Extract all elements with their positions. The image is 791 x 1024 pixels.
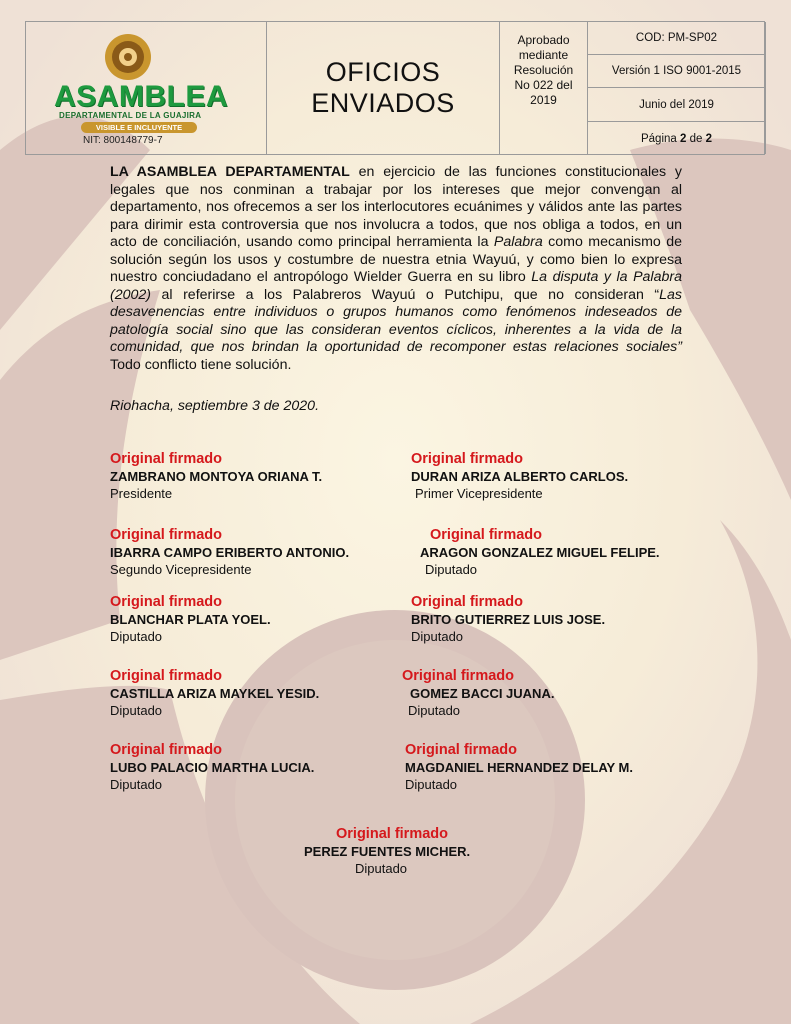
- signer-name: GOMEZ BACCI JUANA.: [410, 686, 555, 701]
- approval-line: mediante: [518, 48, 569, 62]
- signer-role: Diputado: [411, 629, 464, 644]
- signer-name: IBARRA CAMPO ERIBERTO ANTONIO.: [110, 545, 350, 560]
- signed-label: Original firmado: [430, 527, 542, 543]
- paragraph-lead: LA ASAMBLEA DEPARTAMENTAL: [110, 164, 350, 180]
- approval-line: Aprobado: [517, 33, 570, 47]
- signature-block: [411, 451, 628, 502]
- page-number: [588, 122, 765, 155]
- signed-label: Original firmado: [110, 451, 222, 467]
- signer-role: Diputado: [110, 703, 163, 718]
- signature-block: [110, 594, 271, 645]
- title-line-2: ENVIADOS: [311, 88, 455, 118]
- logo-wordmark: ASAMBLEA: [54, 80, 228, 113]
- signer-role: Diputado: [425, 562, 478, 577]
- signer-role: Presidente: [110, 486, 173, 501]
- signed-label: Original firmado: [336, 826, 448, 842]
- signer-role: Diputado: [405, 777, 458, 792]
- logo-badge: VISIBLE E INCLUYENTE: [81, 122, 197, 133]
- page-prefix: Página: [640, 132, 680, 145]
- signer-name: MAGDANIEL HERNANDEZ DELAY M.: [405, 760, 634, 775]
- paragraph-text: al referirse a los Palabreros Wayuú o Putchipu, que no consideran “: [151, 286, 660, 303]
- signed-label: Original firmado: [402, 668, 514, 684]
- signer-role: Segundo Vicepresidente: [110, 562, 252, 577]
- signer-role: Diputado: [110, 629, 163, 644]
- signer-role: Diputado: [408, 703, 461, 718]
- quotation: Las desavenencias entre individuos o grupos humanos como fenómenos indeseados de patología social sino que las consideran eventos cíclicos, inherentes a la vida de la comunidad, que nos brindan la oportunidad de recomponer estas relaciones sociales”: [110, 286, 682, 355]
- signer-name: CASTILLA ARIZA MAYKEL YESID.: [110, 686, 320, 701]
- signer-role: Primer Vicepresidente: [415, 486, 543, 501]
- body-content: [110, 164, 682, 374]
- signature-block: [402, 668, 554, 719]
- doc-code: COD: PM-SP02: [588, 22, 765, 55]
- doc-date: Junio del 2019: [588, 88, 765, 122]
- doc-version: Versión 1 ISO 9001-2015: [588, 55, 765, 88]
- signature-block: [110, 742, 314, 793]
- signed-label: Original firmado: [110, 527, 222, 543]
- page-total: 2: [705, 132, 712, 145]
- signature-block: [420, 527, 660, 578]
- signer-role: Diputado: [355, 861, 408, 876]
- paragraph-text: en ejercicio de las funciones constitucionales y legales que nos conminan a trabajar por los intereses que mejor convengan al departamento, nos ofrecemos a ser los interlocutores ecuánimes y válidos ante las partes para dirimir esta controversia que nos involucra a todos, que nos obliga a todos, en un acto de conciliación, usando como principal herramienta la: [110, 164, 682, 250]
- signature-block: [405, 742, 633, 793]
- signer-name: PEREZ FUENTES MICHER.: [304, 844, 471, 859]
- approval-line: 2019: [530, 93, 557, 107]
- signer-name: BRITO GUTIERREZ LUIS JOSE.: [411, 612, 606, 627]
- signer-role: Diputado: [110, 777, 163, 792]
- logo-subtitle: DEPARTAMENTAL DE LA GUAJIRA: [59, 111, 202, 120]
- paragraph-text: Todo conflicto tiene solución.: [110, 356, 292, 373]
- signed-label: Original firmado: [411, 451, 523, 467]
- title-line-1: OFICIOS: [325, 57, 441, 87]
- signed-label: Original firmado: [110, 742, 222, 758]
- signature-block: [110, 527, 349, 578]
- signature-block: [110, 451, 322, 502]
- page-separator: de: [686, 132, 706, 145]
- signed-label: Original firmado: [110, 668, 222, 684]
- signature-block: [110, 668, 319, 719]
- approval-line: Resolución: [513, 63, 574, 77]
- body-paragraph: [110, 164, 682, 374]
- logo-nit: NIT: 800148779-7: [83, 135, 163, 146]
- logo-cell: [26, 22, 267, 154]
- signer-name: ZAMBRANO MONTOYA ORIANA T.: [110, 469, 323, 484]
- title-cell: [267, 22, 500, 154]
- signed-label: Original firmado: [411, 594, 523, 610]
- signature-block: [304, 826, 470, 877]
- signature-block: [411, 594, 605, 645]
- signed-label: Original firmado: [110, 594, 222, 610]
- signer-name: LUBO PALACIO MARTHA LUCIA.: [110, 760, 315, 775]
- signed-label: Original firmado: [405, 742, 517, 758]
- paragraph-italic: Palabra: [493, 234, 543, 250]
- signer-name: BLANCHAR PLATA YOEL.: [110, 612, 271, 627]
- paragraph-text: como mecanismo de solución según los usos y costumbre de nuestra etnia Wayuú, y como bien lo expresa nuestro conciudadano el antropólogo Wielder Guerra en su libro: [110, 234, 682, 285]
- approval-cell: [500, 22, 588, 154]
- signer-name: ARAGON GONZALEZ MIGUEL FELIPE.: [420, 545, 660, 560]
- page-current: 2: [680, 132, 687, 145]
- approval-line: No 022 del: [514, 78, 573, 92]
- signer-name: DURAN ARIZA ALBERTO CARLOS.: [411, 469, 629, 484]
- date-line: Riohacha, septiembre 3 de 2020.: [110, 398, 320, 414]
- book-title: La disputa y la Palabra (2002): [110, 269, 682, 303]
- document-header: [25, 21, 765, 155]
- sun-emblem-icon: [102, 32, 154, 82]
- meta-cell: [588, 22, 766, 154]
